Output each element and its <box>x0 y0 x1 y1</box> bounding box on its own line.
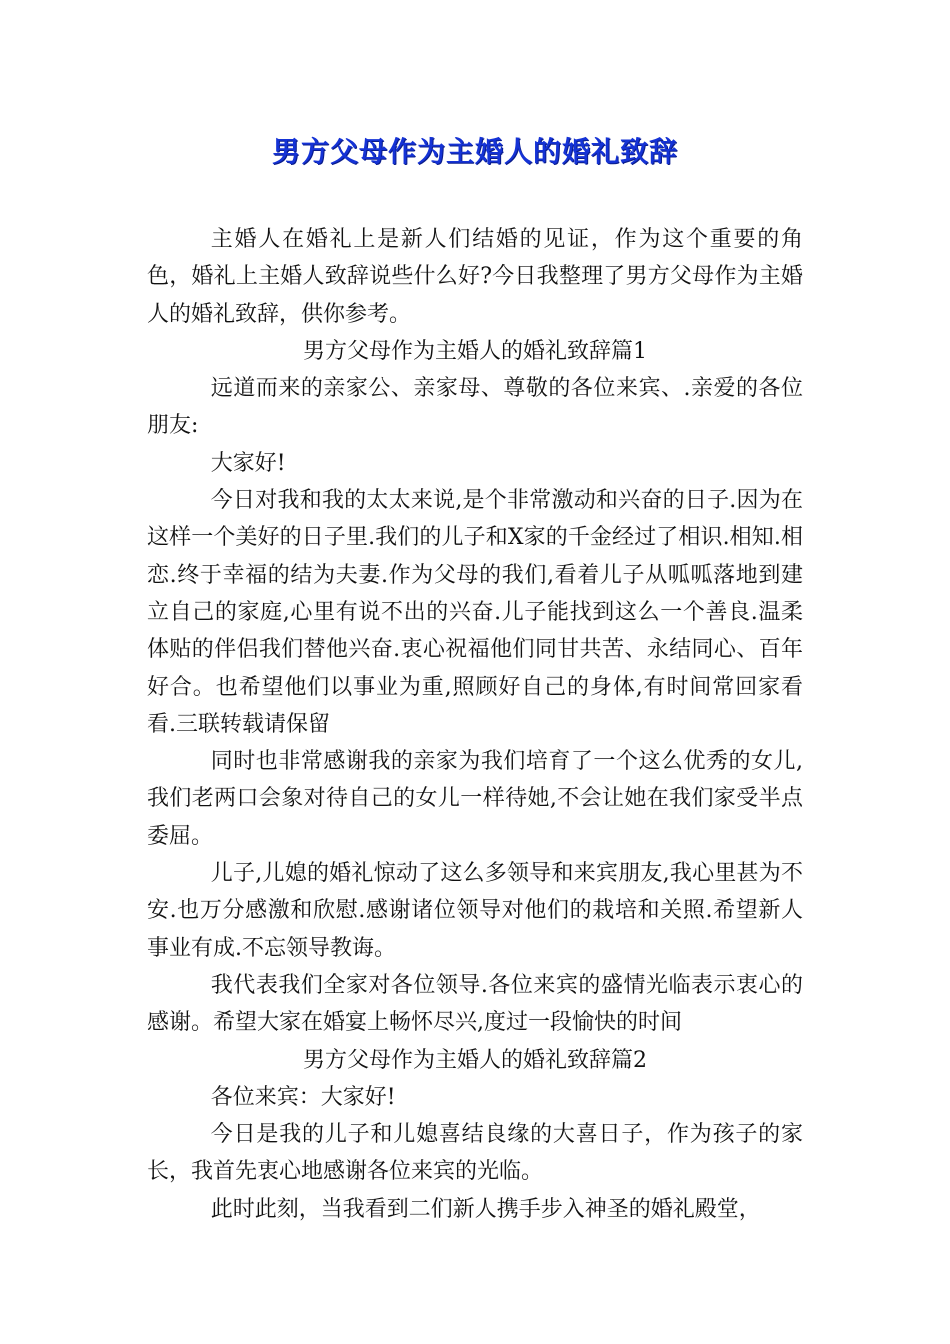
section-heading-1: 男方父母作为主婚人的婚礼致辞篇1 <box>303 338 647 364</box>
body-paragraph: 今日对我和我的太太来说,是个非常激动和兴奋的日子.因为在这样一个美好的日子里.我们的儿子和X家的千金经过了相识.相知.相恋.终于幸福的结为夫妻.作为父母的我们,看着儿子从呱呱落地到建立自己的家庭,心里有说不出的兴奋.儿子能找到这么一个善良.温柔体贴的伴侣我们替他兴奋.衷心祝福他们同甘共苦、永结同心、百年好合。也希望他们以事业为重,照顾好自己的身体,有时间常回家看看.三联转载请保留 <box>147 488 803 737</box>
body-paragraph: 各位来宾：大家好! <box>210 1084 396 1110</box>
document-title: 男方父母作为主婚人的婚礼致辞 <box>271 135 678 168</box>
section-heading-2: 男方父母作为主婚人的婚礼致辞篇2 <box>303 1047 647 1073</box>
body-paragraph: 今日是我的儿子和儿媳喜结良缘的大喜日子，作为孩子的家长，我首先衷心地感谢各位来宾的光临。 <box>147 1122 803 1185</box>
body-paragraph: 儿子,儿媳的婚礼惊动了这么多领导和来宾朋友,我心里甚为不安.也万分感激和欣慰.感谢诸位领导对他们的栽培和关照.希望新人事业有成.不忘领导教诲。 <box>147 861 803 961</box>
body-paragraph: 同时也非常感谢我的亲家为我们培育了一个这么优秀的女儿,我们老两口会象对待自己的女儿一样待她,不会让她在我们家受半点委屈。 <box>147 749 803 849</box>
document-body <box>147 221 803 1228</box>
body-paragraph: 此时此刻，当我看到二们新人携手步入神圣的婚礼殿堂， <box>210 1196 761 1222</box>
intro-paragraph: 主婚人在婚礼上是新人们结婚的见证，作为这个重要的角色，婚礼上主婚人致辞说些什么好?今日我整理了男方父母作为主婚人的婚礼致辞，供你参考。 <box>147 227 803 327</box>
body-paragraph: 我代表我们全家对各位领导.各位来宾的盛情光临表示衷心的感谢。希望大家在婚宴上畅怀尽兴,度过一段愉快的时间 <box>147 972 803 1036</box>
body-paragraph: 大家好! <box>210 450 286 476</box>
body-paragraph: 远道而来的亲家公、亲家母、尊敬的各位来宾、.亲爱的各位朋友: <box>147 376 803 439</box>
